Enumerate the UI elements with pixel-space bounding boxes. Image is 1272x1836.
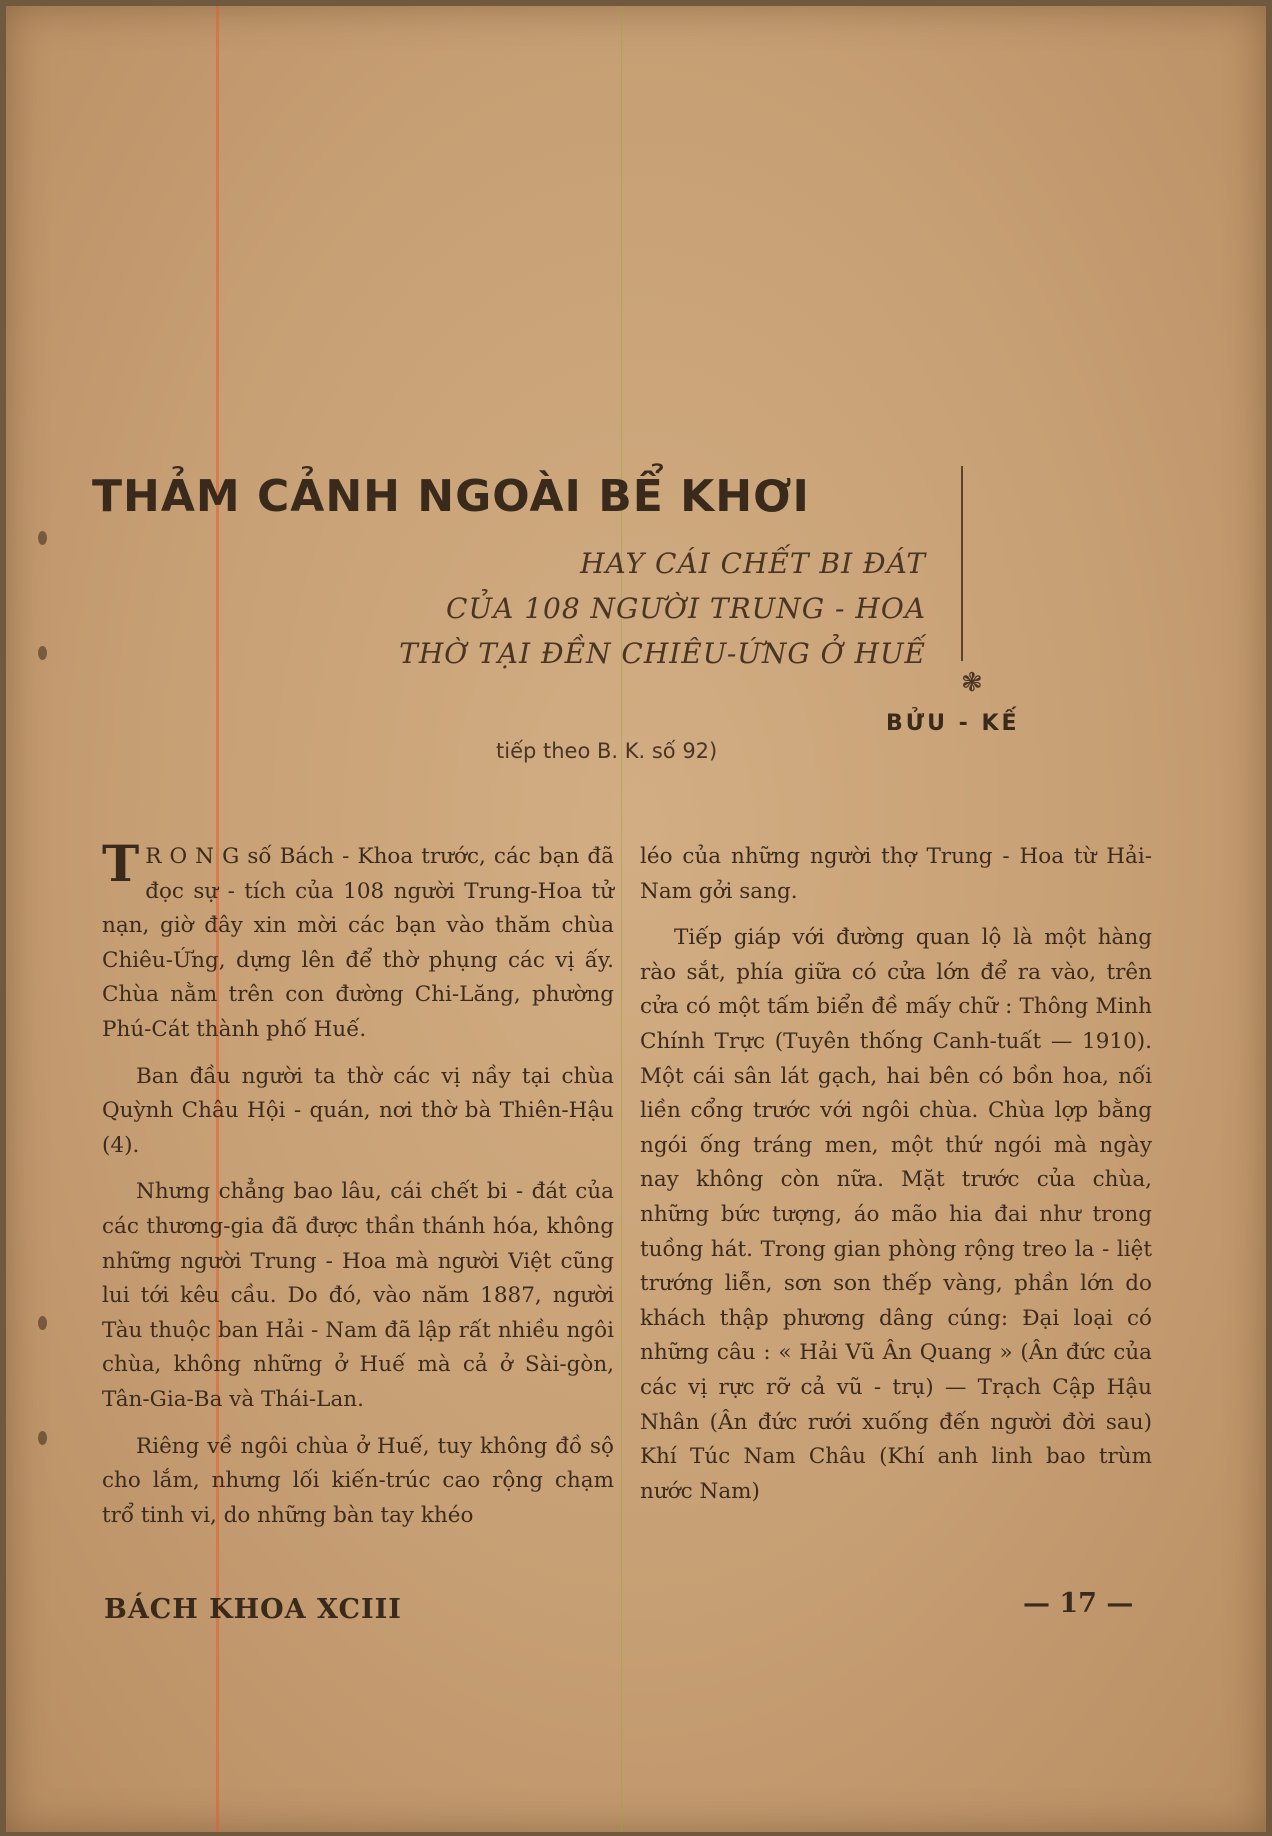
binding-hole bbox=[38, 1431, 47, 1445]
ornament-icon: ❃ bbox=[961, 668, 983, 698]
subtitle-rule bbox=[961, 466, 963, 661]
paragraph: léo của những người thợ Trung - Hoa từ Hải-Nam gởi sang. bbox=[640, 844, 1152, 904]
subtitle-line: THỜ TẠI ĐỀN CHIÊU-ỨNG Ở HUẾ bbox=[399, 637, 926, 670]
article-title: THẢM CẢNH NGOÀI BỂ KHƠI bbox=[92, 471, 810, 522]
continuation-note: tiếp theo B. K. số 92) bbox=[496, 739, 718, 763]
paper-crease-mark bbox=[621, 6, 622, 1832]
right-column bbox=[640, 840, 1152, 1521]
magazine-footer: BÁCH KHOA XCIII bbox=[104, 1594, 402, 1625]
binding-hole bbox=[38, 531, 47, 545]
paragraph: Riêng về ngôi chùa ở Huế, tuy không đồ sộ cho lắm, nhưng lối kiến-trúc cao rộng chạm trổ tinh vi, do những bàn tay khéo bbox=[102, 1433, 614, 1528]
binding-hole bbox=[38, 646, 47, 660]
article-subtitle bbox=[326, 541, 926, 676]
paragraph-text: R O N G số Bách - Khoa trước, các bạn đã đọc sự - tích của 108 người Trung-Hoa tử nạn, giờ đây xin mời các bạn vào thăm chùa Chiêu-Ứng, dựng lên để thờ phụng các vị ấy. Chùa nằm trên con đường Chi-Lăng, phường Phú-Cát thành phố Huế. bbox=[102, 844, 614, 1042]
subtitle-line: CỦA 108 NGƯỜI TRUNG - HOA bbox=[446, 592, 926, 625]
paragraph: Tiếp giáp với đường quan lộ là một hàng rào sắt, phía giữa có cửa lớn để ra vào, trên cửa có một tấm biển đề mấy chữ : Thông Minh Chính Trực (Tuyên thống Canh-tuất — 1910). Một cái sân lát gạch, hai bên có bồn hoa, nối liền cổng trước với ngôi chùa. Chùa lợp bằng ngói ống tráng men, một thứ ngói mà ngày nay không còn nữa. Mặt trước của chùa, những bức tượng, áo mão hia đai như trong tuồng hát. Trong gian phòng rộng treo la - liệt trướng liễn, sơn son thếp vàng, phần lớn do khách thập phương dâng cúng: Đại loại có những câu : « Hải Vũ Ân Quang » (Ân đức của các vị rực rỡ cả vũ - trụ) — Trạch Cập Hậu Nhân (Ân đức rưới xuống đến người đời sau) Khí Túc Nam Châu (Khí anh linh bao trùm nước Nam) bbox=[640, 925, 1152, 1504]
magazine-page bbox=[6, 6, 1266, 1832]
paragraph: Nhưng chẳng bao lâu, cái chết bi - đát của các thương-gia đã được thần thánh hóa, không những người Trung - Hoa mà người Việt cũng lui tới kêu cầu. Do đó, vào năm 1887, người Tàu thuộc ban Hải - Nam đã lập rất nhiều ngôi chùa, không những ở Huế mà cả ở Sài-gòn, Tân-Gia-Ba và Thái-Lan. bbox=[102, 1179, 614, 1412]
page-number: — 17 — bbox=[1023, 1588, 1134, 1619]
binding-hole bbox=[38, 1316, 47, 1330]
left-column bbox=[102, 834, 614, 1545]
author-name: BỬU - KẾ bbox=[886, 711, 1020, 736]
paragraph bbox=[102, 834, 614, 1048]
drop-cap: T bbox=[102, 834, 140, 893]
paragraph: Ban đầu người ta thờ các vị nầy tại chùa Quỳnh Châu Hội - quán, nơi thờ bà Thiên-Hậu (4). bbox=[102, 1063, 614, 1158]
subtitle-line: HAY CÁI CHẾT BI ĐÁT bbox=[580, 547, 926, 580]
